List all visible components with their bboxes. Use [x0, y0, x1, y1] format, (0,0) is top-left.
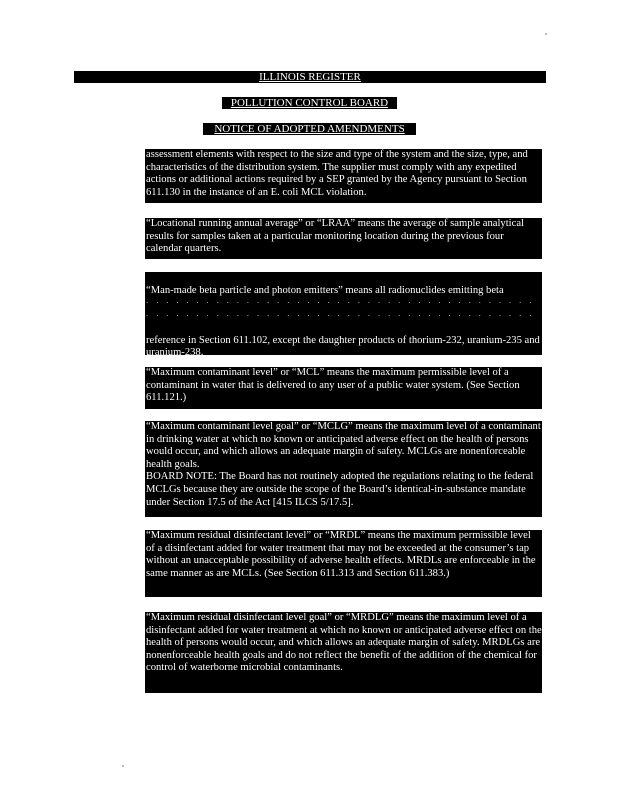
paragraph-mrdlg: “Maximum residual disinfectant level goal” or “MRDLG” means the maximum level of a disinfectant added for water treatment at which no known or anticipated adverse effect on the health of persons would occur, and which allows an adequate margin of safety. MRDLGs are nonenforceable health goals and do not reflect the benefit of the addition of the chemical for control of waterborne microbial contaminants. — [145, 612, 542, 693]
paragraph-mcl: “Maximum contaminant level” or “MCL” means the maximum permissible level of a contaminant in water that is delivered to any user of a public water system. (See Section 611.121.) — [145, 367, 542, 409]
beta-emitters-first-line: “Man-made beta particle and photon emitters” means all radionuclides emitting beta — [146, 284, 504, 296]
notice-header: NOTICE OF ADOPTED AMENDMENTS — [203, 123, 416, 135]
scan-speck — [545, 33, 547, 35]
paragraph-assessment: assessment elements with respect to the size and type of the system and the size, type, and characteristics of the distribution system. The supplier must comply with any expedited actions or additional actions required by a SEP granted by the Agency pursuant to Section 611.130 in the instance of an E. coli MCL violation. — [145, 149, 542, 203]
illegible-scan-lines: · · · · · · · · · · · · · · · · · · · · · · · · · · · · · · · · · · · · · · · · · · · · · · · · · · · · · · · · · · · · · · · · · · · · · · · · · · · · · · — [146, 299, 535, 320]
register-header: ILLINOIS REGISTER — [74, 71, 546, 83]
paragraph-mclg: “Maximum contaminant level goal” or “MCLG” means the maximum level of a contaminant in drinking water at which no known or anticipated adverse effect on the health of persons would occur, and which allows an adequate margin of safety. MCLGs are nonenforceable health goals. BOARD NOTE: The Board has not routinely adopted the regulations relating to the federal MCLGs because they are outside the scope of the Board’s identical-in-substance mandate under Section 17.5 of the Act [415 ILCS 5/17.5]. — [145, 421, 542, 517]
paragraph-beta-emitters — [145, 272, 542, 359]
board-header: POLLUTION CONTROL BOARD — [222, 97, 397, 109]
scan-speck — [122, 765, 124, 767]
beta-emitters-last-lines: reference in Section 611.102, except the daughter products of thorium-232, uranium-235 and uranium-238. — [146, 334, 540, 359]
paragraph-mrdl: “Maximum residual disinfectant level” or “MRDL” means the maximum permissible level of a disinfectant added for water treatment that may not be exceeded at the consumer’s tap without an unacceptable possibility of adverse health effects. MRDLs are enforceable in the same manner as are MCLs. (See Section 611.313 and Section 611.383.) — [145, 530, 542, 597]
paragraph-lraa: “Locational running annual average” or “LRAA” means the average of sample analytical results for samples taken at a particular monitoring location during the previous four calendar quarters. — [145, 218, 542, 259]
